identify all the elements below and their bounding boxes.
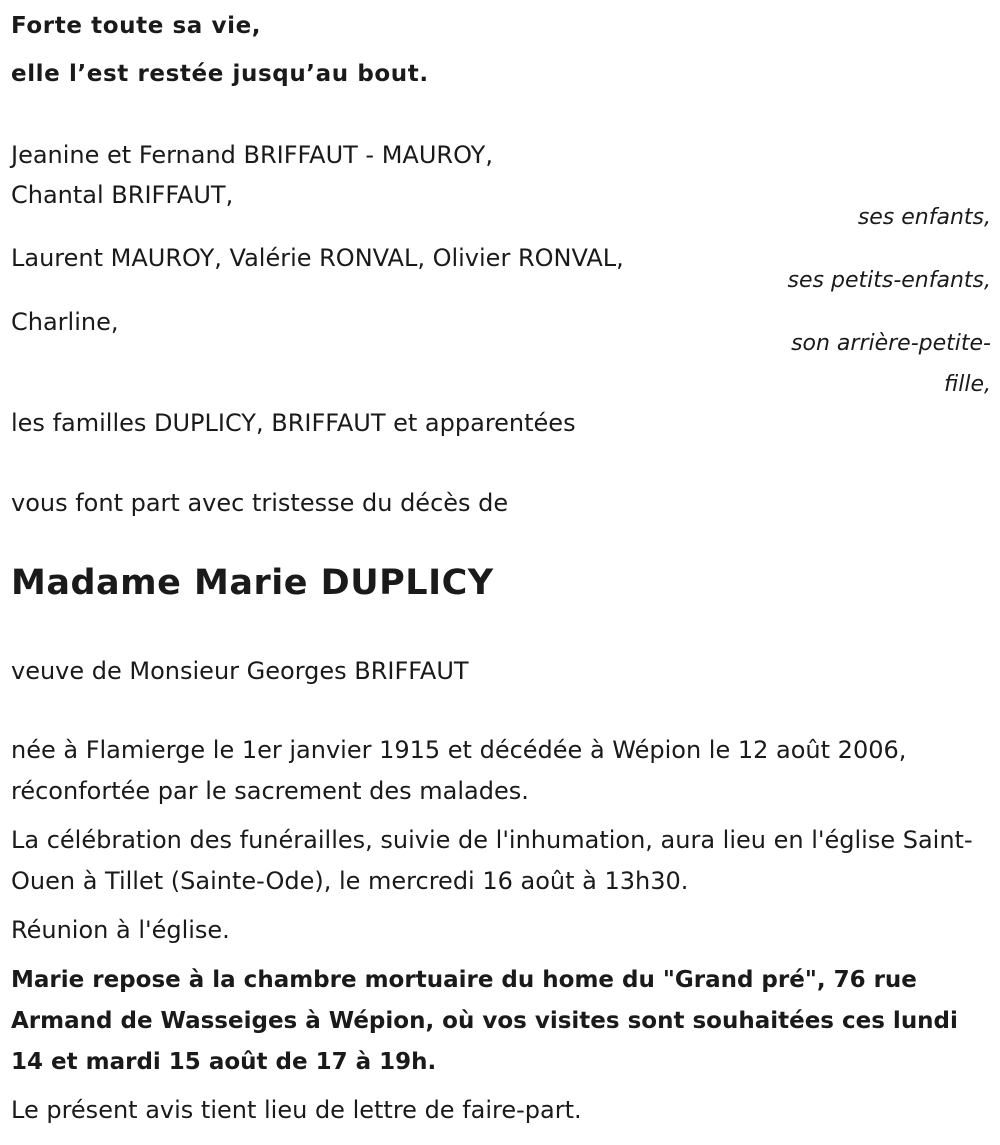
families-line: les familles DUPLICY, BRIFFAUT et apparentées xyxy=(11,409,576,437)
great-grandchild-role-2: fille, xyxy=(944,372,991,397)
meeting-paragraph: Réunion à l'église. xyxy=(11,916,230,944)
announcement-line: vous font part avec tristesse du décès de xyxy=(11,489,509,517)
header-line-2: elle l’est restée jusqu’au bout. xyxy=(11,61,429,87)
widow-of-line: veuve de Monsieur Georges BRIFFAUT xyxy=(11,657,469,685)
funeral-paragraph: La célébration des funérailles, suivie de l'inhumation, aura lieu en l'église Saint-Ouen à Tillet (Sainte-Ode), le mercredi 16 août à 13h30. xyxy=(11,826,973,895)
header-line-1: Forte toute sa vie, xyxy=(11,13,262,39)
great-grandchild-line: Charline, xyxy=(11,308,119,336)
children-line-2: Chantal BRIFFAUT, xyxy=(11,181,234,209)
visitation-paragraph: Marie repose à la chambre mortuaire du home du "Grand pré", 76 rue Armand de Wasseiges à Wépion, où vos visites sont souhaitées ces lundi 14 et mardi 15 août de 17 à 19h. xyxy=(11,967,958,1075)
deceased-name: Madame Marie DUPLICY xyxy=(11,563,494,603)
great-grandchild-role-1: son arrière-petite- xyxy=(791,331,991,356)
closing-paragraph: Le présent avis tient lieu de lettre de faire-part. xyxy=(11,1096,582,1124)
children-line-1: Jeanine et Fernand BRIFFAUT - MAUROY, xyxy=(11,141,493,169)
birth-death-paragraph: née à Flamierge le 1er janvier 1915 et décédée à Wépion le 12 août 2006, réconfortée par le sacrement des malades. xyxy=(11,736,907,805)
grandchildren-role: ses petits-enfants, xyxy=(787,268,991,293)
children-role: ses enfants, xyxy=(857,205,991,230)
grandchildren-line: Laurent MAUROY, Valérie RONVAL, Olivier RONVAL, xyxy=(11,244,624,272)
